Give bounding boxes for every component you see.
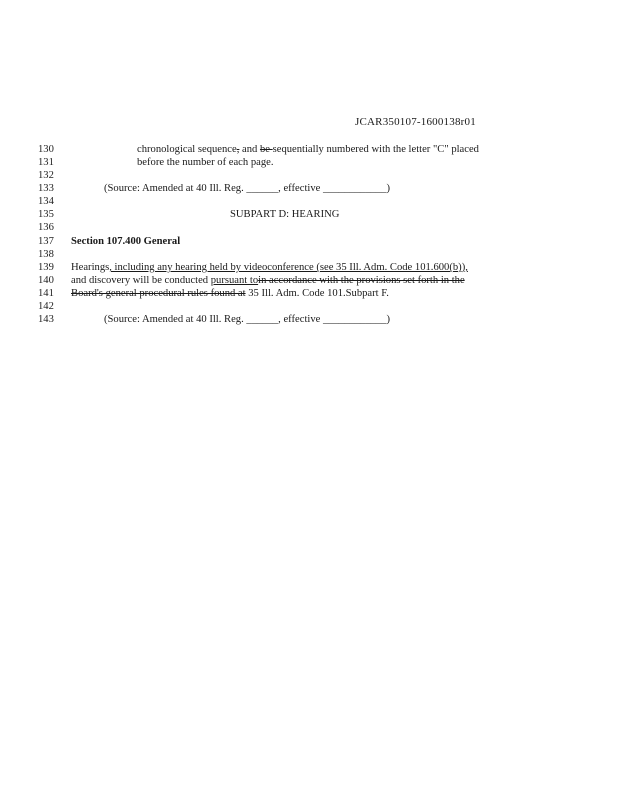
line-text: Hearings, including any hearing held by videoconference (see 35 Ill. Adm. Code 101.600(b)), bbox=[71, 262, 468, 273]
subpart-heading: SUBPART D: HEARING bbox=[230, 209, 340, 220]
line-number: 136 bbox=[38, 222, 54, 233]
line-text: before the number of each page. bbox=[137, 157, 274, 168]
line-number: 137 bbox=[38, 236, 54, 247]
line-number: 135 bbox=[38, 209, 54, 220]
line-text: and discovery will be conducted pursuant toin accordance with the provisions set forth in the bbox=[71, 275, 465, 286]
line-number: 133 bbox=[38, 183, 54, 194]
line-number: 138 bbox=[38, 249, 54, 260]
section-heading: Section 107.400 General bbox=[71, 236, 181, 247]
line-number: 141 bbox=[38, 288, 54, 299]
line-number: 131 bbox=[38, 157, 54, 168]
line-number: 134 bbox=[38, 196, 54, 207]
line-number: 130 bbox=[38, 144, 54, 155]
document-id: JCAR350107-1600138r01 bbox=[355, 116, 476, 128]
line-number: 142 bbox=[38, 301, 54, 312]
line-number: 140 bbox=[38, 275, 54, 286]
line-number: 132 bbox=[38, 170, 54, 181]
line-text: Board's general procedural rules found at 35 Ill. Adm. Code 101.Subpart F. bbox=[71, 288, 389, 299]
line-text: chronological sequence, and be sequentially numbered with the letter "C" placed bbox=[137, 144, 479, 155]
source-note: (Source: Amended at 40 Ill. Reg. ______, effective ____________) bbox=[104, 314, 391, 325]
line-number: 143 bbox=[38, 314, 54, 325]
line-number: 139 bbox=[38, 262, 54, 273]
source-note: (Source: Amended at 40 Ill. Reg. ______, effective ____________) bbox=[104, 183, 391, 194]
